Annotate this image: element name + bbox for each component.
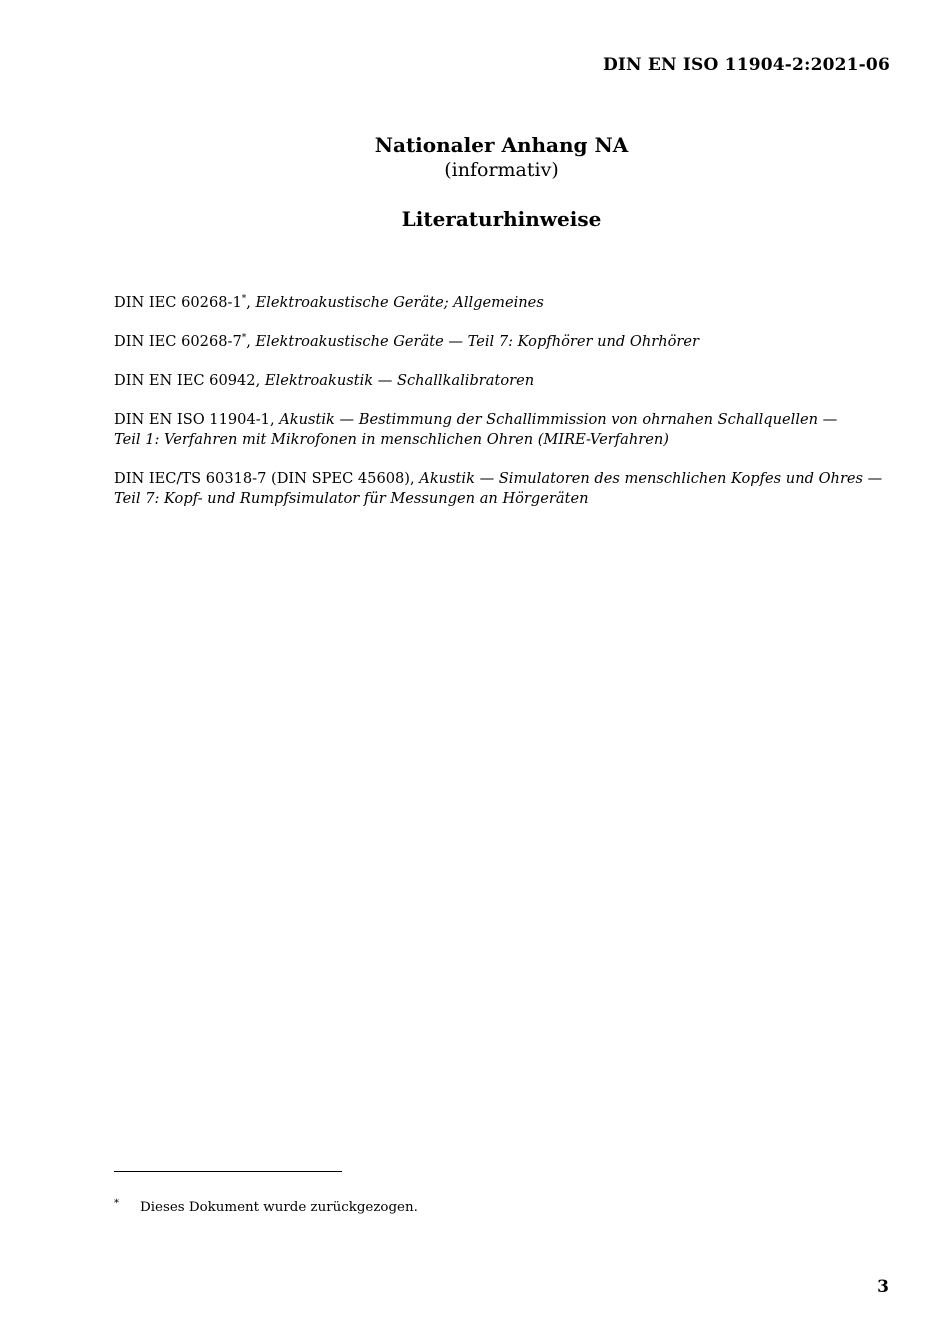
annex-title: Nationaler Anhang NA [374,133,629,157]
reference-title: Elektroakustik — Schallkalibratoren [264,372,535,389]
footnote-marker: * [114,1198,119,1209]
reference-separator: , [246,333,256,350]
reference-list [114,293,894,528]
reference-item [114,293,894,313]
reference-designation: DIN IEC/TS 60318-7 (DIN SPEC 45608) [114,470,410,487]
withdrawn-marker: * [241,333,247,344]
reference-separator: , [410,470,420,487]
annex-subtitle: (informativ) [444,159,559,181]
withdrawn-marker: * [241,294,247,305]
footnote [114,1200,418,1215]
reference-separator: , [246,294,256,311]
reference-designation: DIN IEC 60268-7 [114,333,242,350]
footnote-text: Dieses Dokument wurde zurückgezogen. [140,1200,418,1215]
reference-title-continuation: Teil 1: Verfahren mit Mikrofonen in menschlichen Ohren (MIRE-Verfahren) [114,431,669,448]
annex-heading [0,132,950,182]
reference-item [114,469,894,509]
reference-title: Akustik — Simulatoren des menschlichen Kopfes und Ohres — [419,470,883,487]
reference-item [114,410,894,450]
section-title: Literaturhinweise [401,207,602,231]
reference-title: Elektroakustische Geräte — Teil 7: Kopfhörer und Ohrhörer [255,333,700,350]
reference-designation: DIN EN IEC 60942 [114,372,256,389]
reference-title: Elektroakustische Geräte; Allgemeines [255,294,544,311]
footnote-divider [114,1171,342,1172]
document-id: DIN EN ISO 11904-2:2021-06 [602,55,890,75]
page-number: 3 [877,1277,889,1297]
reference-title: Akustik — Bestimmung der Schallimmission von ohrnahen Schallquellen — [279,411,838,428]
reference-separator: , [255,372,265,389]
reference-separator: , [269,411,280,428]
reference-designation: DIN EN ISO 11904-1 [114,411,270,428]
reference-item [114,332,894,352]
reference-designation: DIN IEC 60268-1 [114,294,242,311]
reference-item [114,371,894,391]
reference-title-continuation: Teil 7: Kopf- und Rumpfsimulator für Messungen an Hörgeräten [114,490,589,507]
